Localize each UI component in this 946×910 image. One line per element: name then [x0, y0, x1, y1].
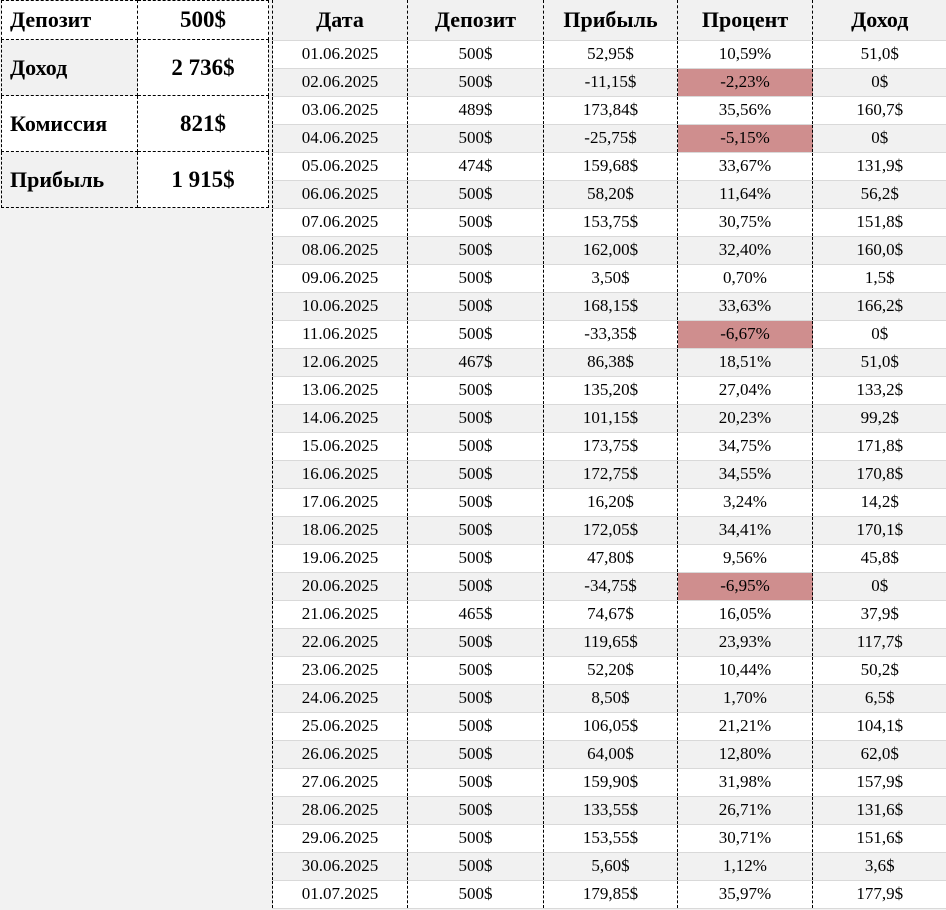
cell-percent[interactable]: 33,63%: [678, 292, 813, 320]
cell-percent[interactable]: 30,75%: [678, 208, 813, 236]
cell-income[interactable]: 151,6$: [813, 824, 946, 852]
cell-percent[interactable]: -5,15%: [678, 124, 813, 152]
summary-label-income[interactable]: Доход: [2, 40, 138, 96]
cell-income[interactable]: 131,9$: [813, 152, 946, 180]
cell-date[interactable]: 01.06.2025: [273, 40, 408, 68]
cell-deposit[interactable]: 500$: [408, 880, 544, 908]
table-body: [273, 40, 946, 908]
cell-date[interactable]: 27.06.2025: [273, 768, 408, 796]
summary-panel: [1, 0, 269, 208]
table-row: [273, 236, 946, 264]
cell-percent[interactable]: 33,67%: [678, 152, 813, 180]
cell-income[interactable]: 177,9$: [813, 880, 946, 908]
cell-deposit[interactable]: 500$: [408, 656, 544, 684]
cell-deposit[interactable]: 500$: [408, 180, 544, 208]
table-row: [273, 824, 946, 852]
cell-income[interactable]: 170,1$: [813, 516, 946, 544]
cell-income[interactable]: 131,6$: [813, 796, 946, 824]
cell-income[interactable]: 117,7$: [813, 628, 946, 656]
cell-profit[interactable]: 8,50$: [544, 684, 678, 712]
cell-date[interactable]: 26.06.2025: [273, 740, 408, 768]
cell-profit[interactable]: 133,55$: [544, 796, 678, 824]
table-row: [273, 40, 946, 68]
cell-deposit[interactable]: 500$: [408, 572, 544, 600]
cell-profit[interactable]: 74,67$: [544, 600, 678, 628]
cell-income[interactable]: 99,2$: [813, 404, 946, 432]
cell-income[interactable]: 45,8$: [813, 544, 946, 572]
cell-date[interactable]: 13.06.2025: [273, 376, 408, 404]
cell-deposit[interactable]: 500$: [408, 320, 544, 348]
cell-income[interactable]: 50,2$: [813, 656, 946, 684]
table-row: [273, 124, 946, 152]
table-row: [273, 348, 946, 376]
cell-date[interactable]: 23.06.2025: [273, 656, 408, 684]
table-row: [273, 628, 946, 656]
cell-percent[interactable]: 34,55%: [678, 460, 813, 488]
cell-deposit[interactable]: 500$: [408, 488, 544, 516]
table-row: [273, 684, 946, 712]
cell-percent[interactable]: 23,93%: [678, 628, 813, 656]
cell-income[interactable]: 51,0$: [813, 348, 946, 376]
cell-profit[interactable]: 119,65$: [544, 628, 678, 656]
cell-profit[interactable]: 106,05$: [544, 712, 678, 740]
cell-profit[interactable]: 159,68$: [544, 152, 678, 180]
cell-percent[interactable]: 10,59%: [678, 40, 813, 68]
cell-percent[interactable]: 30,71%: [678, 824, 813, 852]
cell-percent[interactable]: -2,23%: [678, 68, 813, 96]
cell-profit[interactable]: 47,80$: [544, 544, 678, 572]
cell-profit[interactable]: 16,20$: [544, 488, 678, 516]
cell-date[interactable]: 10.06.2025: [273, 292, 408, 320]
cell-date[interactable]: 29.06.2025: [273, 824, 408, 852]
cell-profit[interactable]: 172,05$: [544, 516, 678, 544]
cell-profit[interactable]: 162,00$: [544, 236, 678, 264]
cell-profit[interactable]: 168,15$: [544, 292, 678, 320]
cell-date[interactable]: 04.06.2025: [273, 124, 408, 152]
cell-deposit[interactable]: 500$: [408, 796, 544, 824]
cell-income[interactable]: 37,9$: [813, 600, 946, 628]
cell-income[interactable]: 0$: [813, 320, 946, 348]
table-row: [273, 460, 946, 488]
column-header-income[interactable]: Доход: [813, 0, 946, 40]
table-row: [273, 516, 946, 544]
table-row: [273, 180, 946, 208]
cell-income[interactable]: 166,2$: [813, 292, 946, 320]
table-row: [273, 880, 946, 908]
table-row: [273, 292, 946, 320]
cell-income[interactable]: 160,7$: [813, 96, 946, 124]
cell-percent[interactable]: 16,05%: [678, 600, 813, 628]
cell-date[interactable]: 07.06.2025: [273, 208, 408, 236]
cell-income[interactable]: 3,6$: [813, 852, 946, 880]
cell-profit[interactable]: -33,35$: [544, 320, 678, 348]
summary-label-deposit[interactable]: Депозит: [2, 1, 138, 40]
cell-percent[interactable]: 9,56%: [678, 544, 813, 572]
cell-profit[interactable]: 135,20$: [544, 376, 678, 404]
cell-percent[interactable]: 12,80%: [678, 740, 813, 768]
cell-income[interactable]: 14,2$: [813, 488, 946, 516]
cell-date[interactable]: 20.06.2025: [273, 572, 408, 600]
table-row: [273, 712, 946, 740]
cell-deposit[interactable]: 500$: [408, 376, 544, 404]
cell-date[interactable]: 05.06.2025: [273, 152, 408, 180]
cell-profit[interactable]: 173,75$: [544, 432, 678, 460]
summary-value-deposit[interactable]: 500$: [138, 1, 269, 40]
header-row: [273, 0, 946, 40]
table-row: [273, 96, 946, 124]
cell-date[interactable]: 09.06.2025: [273, 264, 408, 292]
cell-profit[interactable]: 101,15$: [544, 404, 678, 432]
cell-income[interactable]: 62,0$: [813, 740, 946, 768]
table-row: [273, 208, 946, 236]
table-row: [273, 740, 946, 768]
table-row: [273, 600, 946, 628]
daily-results-table: [272, 0, 946, 909]
cell-profit[interactable]: 172,75$: [544, 460, 678, 488]
cell-date[interactable]: 30.06.2025: [273, 852, 408, 880]
cell-deposit[interactable]: 489$: [408, 96, 544, 124]
cell-income[interactable]: 104,1$: [813, 712, 946, 740]
cell-percent[interactable]: 1,70%: [678, 684, 813, 712]
summary-label-commission[interactable]: Комиссия: [2, 96, 138, 152]
cell-deposit[interactable]: 500$: [408, 824, 544, 852]
table-header: [273, 0, 946, 40]
table-row: [273, 264, 946, 292]
cell-percent[interactable]: 18,51%: [678, 348, 813, 376]
cell-percent[interactable]: 10,44%: [678, 656, 813, 684]
cell-profit[interactable]: 64,00$: [544, 740, 678, 768]
cell-deposit[interactable]: 500$: [408, 292, 544, 320]
table-row: [273, 376, 946, 404]
cell-date[interactable]: 01.07.2025: [273, 880, 408, 908]
cell-deposit[interactable]: 500$: [408, 68, 544, 96]
cell-income[interactable]: 160,0$: [813, 236, 946, 264]
cell-date[interactable]: 02.06.2025: [273, 68, 408, 96]
cell-deposit[interactable]: 474$: [408, 152, 544, 180]
cell-income[interactable]: 157,9$: [813, 768, 946, 796]
cell-profit[interactable]: -11,15$: [544, 68, 678, 96]
column-header-deposit[interactable]: Депозит: [408, 0, 544, 40]
cell-date[interactable]: 24.06.2025: [273, 684, 408, 712]
summary-row: [2, 40, 269, 96]
cell-income[interactable]: 0$: [813, 572, 946, 600]
cell-percent[interactable]: -6,67%: [678, 320, 813, 348]
cell-income[interactable]: 133,2$: [813, 376, 946, 404]
summary-value-profit[interactable]: 1 915$: [138, 152, 269, 208]
cell-percent[interactable]: 0,70%: [678, 264, 813, 292]
cell-profit[interactable]: 159,90$: [544, 768, 678, 796]
cell-date[interactable]: 11.06.2025: [273, 320, 408, 348]
cell-date[interactable]: 21.06.2025: [273, 600, 408, 628]
cell-profit[interactable]: 173,84$: [544, 96, 678, 124]
summary-value-income[interactable]: 2 736$: [138, 40, 269, 96]
cell-date[interactable]: 15.06.2025: [273, 432, 408, 460]
cell-profit[interactable]: 52,95$: [544, 40, 678, 68]
cell-date[interactable]: 16.06.2025: [273, 460, 408, 488]
cell-profit[interactable]: 179,85$: [544, 880, 678, 908]
cell-date[interactable]: 06.06.2025: [273, 180, 408, 208]
cell-income[interactable]: 0$: [813, 68, 946, 96]
cell-income[interactable]: 170,8$: [813, 460, 946, 488]
summary-row: [2, 152, 269, 208]
cell-date[interactable]: 03.06.2025: [273, 96, 408, 124]
cell-profit[interactable]: 153,75$: [544, 208, 678, 236]
cell-profit[interactable]: 153,55$: [544, 824, 678, 852]
cell-percent[interactable]: 34,41%: [678, 516, 813, 544]
cell-percent[interactable]: -6,95%: [678, 572, 813, 600]
cell-percent[interactable]: 3,24%: [678, 488, 813, 516]
cell-date[interactable]: 22.06.2025: [273, 628, 408, 656]
cell-income[interactable]: 56,2$: [813, 180, 946, 208]
table-row: [273, 404, 946, 432]
cell-percent[interactable]: 35,97%: [678, 880, 813, 908]
cell-date[interactable]: 18.06.2025: [273, 516, 408, 544]
cell-deposit[interactable]: 500$: [408, 432, 544, 460]
cell-percent[interactable]: 26,71%: [678, 796, 813, 824]
cell-percent[interactable]: 11,64%: [678, 180, 813, 208]
cell-date[interactable]: 08.06.2025: [273, 236, 408, 264]
cell-deposit[interactable]: 500$: [408, 460, 544, 488]
cell-income[interactable]: 0$: [813, 124, 946, 152]
cell-profit[interactable]: 58,20$: [544, 180, 678, 208]
cell-deposit[interactable]: 500$: [408, 712, 544, 740]
table-row: [273, 68, 946, 96]
column-header-percent[interactable]: Процент: [678, 0, 813, 40]
cell-profit[interactable]: -25,75$: [544, 124, 678, 152]
cell-percent[interactable]: 21,21%: [678, 712, 813, 740]
cell-deposit[interactable]: 500$: [408, 40, 544, 68]
table-row: [273, 152, 946, 180]
cell-profit[interactable]: 3,50$: [544, 264, 678, 292]
cell-date[interactable]: 17.06.2025: [273, 488, 408, 516]
table-row: [273, 572, 946, 600]
cell-percent[interactable]: 27,04%: [678, 376, 813, 404]
cell-deposit[interactable]: 500$: [408, 740, 544, 768]
cell-deposit[interactable]: 500$: [408, 768, 544, 796]
table-row: [273, 768, 946, 796]
cell-deposit[interactable]: 500$: [408, 516, 544, 544]
summary-value-commission[interactable]: 821$: [138, 96, 269, 152]
cell-deposit[interactable]: 500$: [408, 124, 544, 152]
cell-profit[interactable]: 86,38$: [544, 348, 678, 376]
table-row: [273, 796, 946, 824]
table-row: [273, 852, 946, 880]
table-row: [273, 656, 946, 684]
cell-deposit[interactable]: 500$: [408, 208, 544, 236]
column-header-profit[interactable]: Прибыль: [544, 0, 678, 40]
cell-profit[interactable]: 5,60$: [544, 852, 678, 880]
cell-income[interactable]: 151,8$: [813, 208, 946, 236]
cell-date[interactable]: 12.06.2025: [273, 348, 408, 376]
table-row: [273, 488, 946, 516]
cell-profit[interactable]: -34,75$: [544, 572, 678, 600]
cell-date[interactable]: 19.06.2025: [273, 544, 408, 572]
cell-deposit[interactable]: 500$: [408, 236, 544, 264]
cell-percent[interactable]: 31,98%: [678, 768, 813, 796]
cell-date[interactable]: 14.06.2025: [273, 404, 408, 432]
summary-row: [2, 1, 269, 40]
cell-percent[interactable]: 20,23%: [678, 404, 813, 432]
cell-profit[interactable]: 52,20$: [544, 656, 678, 684]
cell-deposit[interactable]: 500$: [408, 404, 544, 432]
cell-percent[interactable]: 35,56%: [678, 96, 813, 124]
cell-income[interactable]: 171,8$: [813, 432, 946, 460]
table-row: [273, 544, 946, 572]
cell-date[interactable]: 25.06.2025: [273, 712, 408, 740]
cell-percent[interactable]: 32,40%: [678, 236, 813, 264]
cell-deposit[interactable]: 465$: [408, 600, 544, 628]
column-header-date[interactable]: Дата: [273, 0, 408, 40]
cell-percent[interactable]: 1,12%: [678, 852, 813, 880]
summary-row: [2, 96, 269, 152]
cell-percent[interactable]: 34,75%: [678, 432, 813, 460]
cell-income[interactable]: 1,5$: [813, 264, 946, 292]
table-row: [273, 432, 946, 460]
cell-date[interactable]: 28.06.2025: [273, 796, 408, 824]
summary-label-profit[interactable]: Прибыль: [2, 152, 138, 208]
cell-deposit[interactable]: 500$: [408, 264, 544, 292]
cell-income[interactable]: 51,0$: [813, 40, 946, 68]
cell-deposit[interactable]: 500$: [408, 852, 544, 880]
cell-deposit[interactable]: 500$: [408, 684, 544, 712]
cell-deposit[interactable]: 467$: [408, 348, 544, 376]
table-row: [273, 320, 946, 348]
cell-deposit[interactable]: 500$: [408, 544, 544, 572]
cell-income[interactable]: 6,5$: [813, 684, 946, 712]
cell-deposit[interactable]: 500$: [408, 628, 544, 656]
